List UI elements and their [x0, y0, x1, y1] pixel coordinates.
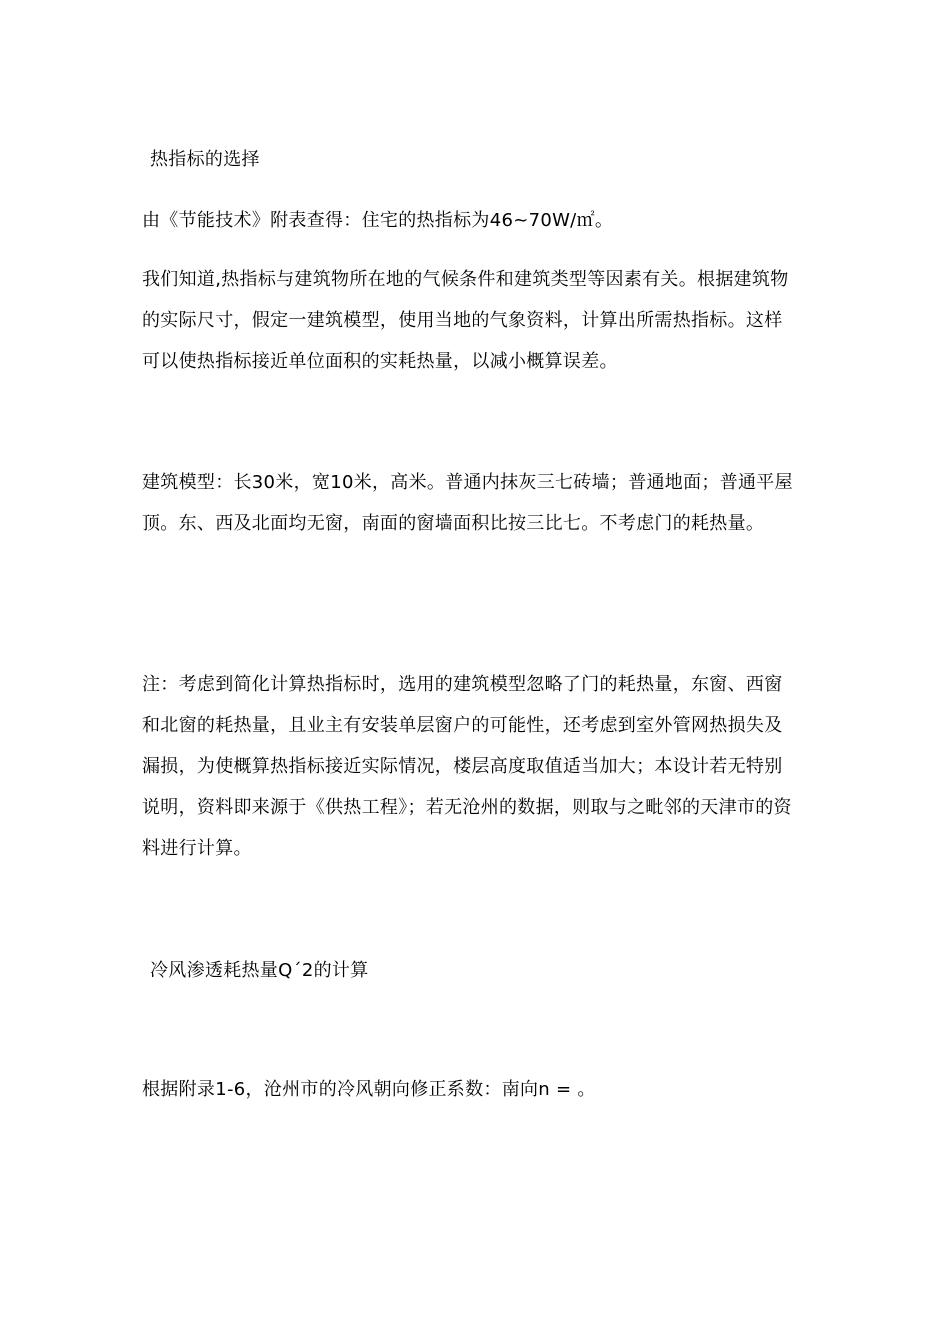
paragraph-note: 注：考虑到简化计算热指标时，选用的建筑模型忽略了门的耗热量，东窗、西窗和北窗的耗热量，且业主有安装单层窗户的可能性，还考虑到室外管网热损失及漏损，为使概算热指标接近实际情况，楼层高度取值适当加大；本设计若无特别说明，资料即来源于《供热工程》；若无沧州的数据，则取与之毗邻的天津市的资料进行计算。 [142, 674, 792, 859]
section-heading-heat-index: 热指标的选择 [150, 149, 260, 170]
paragraph-orientation-correction: 根据附录1-6，沧州市的冷风朝向修正系数：南向n = 。 [142, 1079, 596, 1100]
section-heading-cold-air-infiltration: 冷风渗透耗热量Q´2的计算 [150, 960, 369, 981]
paragraph-building-model: 建筑模型：长30米，宽10米，高米。普通内抹灰三七砖墙；普通地面；普通平屋顶。东、西及北面均无窗，南面的窗墙面积比按三比七。不考虑门的耗热量。 [142, 472, 793, 534]
paragraph-heat-index-range: 由《节能技术》附表查得：住宅的热指标为46~70W/㎡。 [142, 210, 614, 231]
paragraph-heat-index-factors: 我们知道,热指标与建筑物所在地的气候条件和建筑类型等因素有关。根据建筑物的实际尺寸，假定一建筑模型，使用当地的气象资料，计算出所需热指标。这样可以使热指标接近单位面积的实耗热量，以减小概算误差。 [142, 269, 789, 372]
